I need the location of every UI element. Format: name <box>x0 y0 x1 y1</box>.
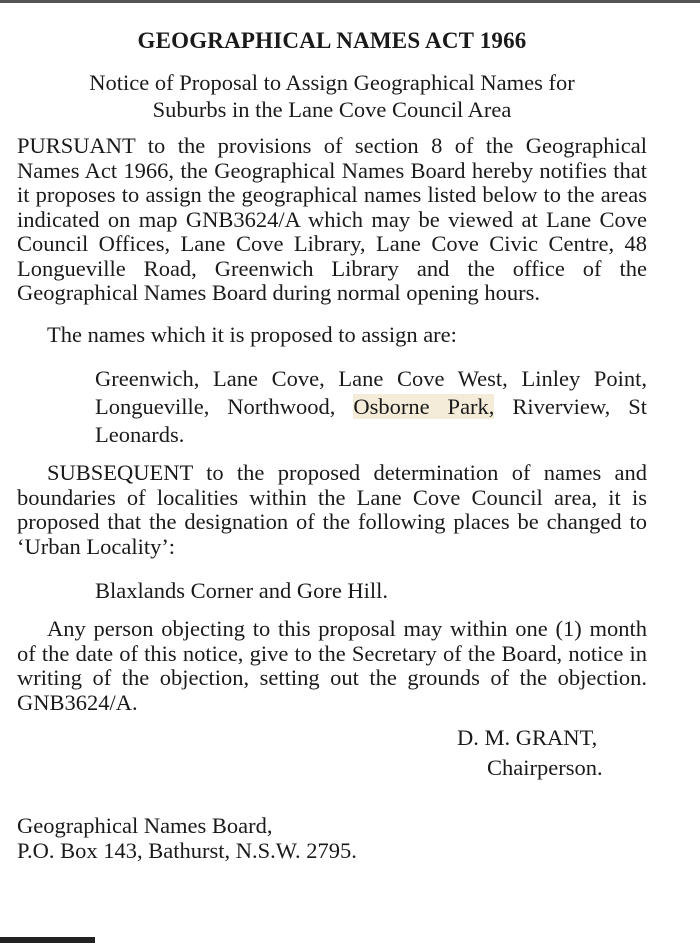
names-text-start: Greenwich, Lane Cove, Lane Cove West, Linley Point, Longueville, Northwood, <box>95 366 647 419</box>
pursuant-paragraph: PURSUANT to the provisions of section 8 of the Geographical Names Act 1966, the Geographical Names Board hereby notifies that it proposes to assign the geographical names listed below to the areas indicated on map GNB3624/A which may be viewed at Lane Cove Council Offices, Lane Cove Library, Lane Cove Civic Centre, 48 Longueville Road, Greenwich Library and the office of the Geographical Names Board during normal opening hours. <box>17 133 647 305</box>
address-line-1: Geographical Names Board, <box>17 813 273 838</box>
bottom-rule <box>0 937 95 943</box>
notice <box>17 26 647 863</box>
notice-title: GEOGRAPHICAL NAMES ACT 1966 <box>137 28 527 53</box>
subtitle-line-1: Notice of Proposal to Assign Geographical Names for <box>89 70 575 95</box>
top-rule <box>0 0 700 3</box>
highlighted-name: Osborne Park, <box>353 394 495 419</box>
signatory-name: D. M. GRANT, <box>457 725 598 750</box>
signatory-role: Chairperson. <box>487 755 603 780</box>
proposed-names-list <box>95 365 647 449</box>
signature-block <box>17 723 647 783</box>
board-address <box>17 813 647 863</box>
subsequent-paragraph: SUBSEQUENT to the proposed determination of names and boundaries of localities within the Lane Cove Council area, it is proposed that the designation of the following places be changed to ‘Urban Locality’: <box>17 460 647 559</box>
subtitle-line-2: Suburbs in the Lane Cove Council Area <box>152 97 512 122</box>
names-text-end: Riverview, St Leonards. <box>95 394 647 447</box>
objection-paragraph: Any person objecting to this proposal may within one (1) month of the date of this notice, give to the Secretary of the Board, notice in writing of the objection, setting out the grounds of the objection. GNB3624/A. <box>17 616 647 715</box>
names-intro: The names which it is proposed to assign are: <box>47 321 457 347</box>
urban-locality-places: Blaxlands Corner and Gore Hill. <box>95 578 389 603</box>
address-line-2: P.O. Box 143, Bathurst, N.S.W. 2795. <box>17 838 357 863</box>
notice-subtitle <box>17 69 647 123</box>
